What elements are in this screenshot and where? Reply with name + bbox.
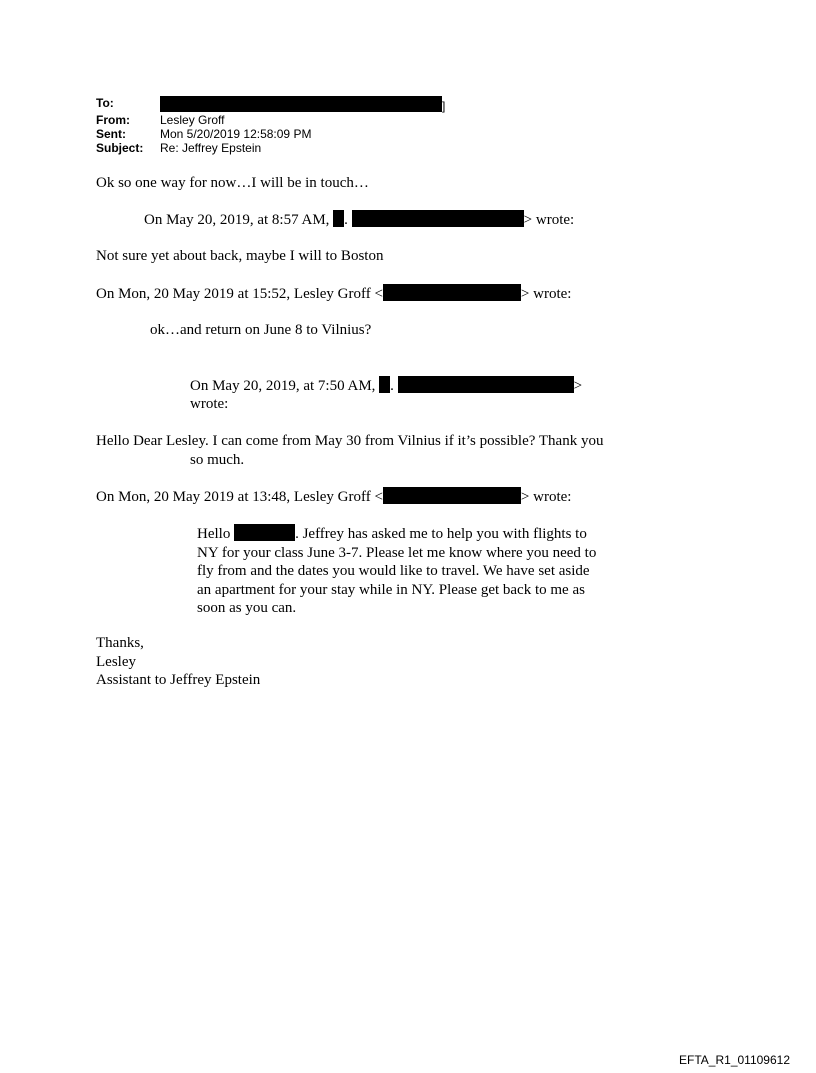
message-flights-line-2: NY for your class June 3-7. Please let me know where you need to: [197, 544, 597, 561]
quote-header-2: [96, 284, 571, 304]
quote-header-4: [96, 487, 571, 507]
sent-row: [96, 127, 445, 141]
message-flights-line-5: soon as you can.: [197, 600, 297, 616]
quote-header-4-suffix: > wrote:: [520, 489, 572, 505]
from-value: Lesley Groff: [160, 113, 225, 127]
quote-header-1-suffix: > wrote:: [523, 212, 575, 228]
message-return: ok…and return on June 8 to Vilnius?: [150, 322, 372, 338]
quote-header-4-prefix: On Mon, 20 May 2019 at 13:48, Lesley Groff <: [96, 489, 383, 505]
redaction-block: [379, 376, 390, 393]
signature-name: Lesley: [96, 653, 136, 670]
signature: [96, 634, 260, 690]
redaction-block: [234, 524, 295, 541]
message-flights-line-1-rest: . Jeffrey has asked me to help you with flights to: [295, 526, 587, 542]
sent-label: Sent:: [96, 127, 126, 141]
quote-header-1-prefix: On May 20, 2019, at 8:57 AM,: [144, 212, 330, 228]
quote-header-3-gt: >: [573, 378, 583, 394]
quote-header-2-suffix: > wrote:: [520, 286, 572, 302]
redaction-block: [398, 376, 574, 393]
message-hello-line-1: Hello Dear Lesley. I can come from May 30 from Vilnius if it’s possible? Thank you: [96, 433, 604, 449]
subject-value: Re: Jeffrey Epstein: [160, 141, 262, 155]
message-flights-hello: Hello: [197, 526, 231, 542]
subject-row: [96, 141, 445, 155]
to-label: To:: [96, 96, 114, 110]
signature-thanks: Thanks,: [96, 635, 144, 651]
redaction-block: [352, 210, 524, 227]
quote-header-1: [144, 210, 574, 230]
quote-header-1-dot: .: [344, 212, 348, 228]
message-flights: [197, 524, 596, 618]
reply-top-text: Ok so one way for now…I will be in touch…: [96, 175, 369, 191]
to-row: [96, 96, 445, 113]
quote-header-3-prefix: On May 20, 2019, at 7:50 AM,: [190, 378, 376, 394]
to-value-suffix: ]: [442, 99, 446, 113]
redaction-block: [383, 284, 521, 301]
quote-header-3-wrote: wrote:: [190, 396, 229, 412]
message-hello-line-2: so much.: [190, 452, 245, 468]
from-label: From:: [96, 113, 130, 127]
to-value: [160, 96, 445, 113]
redaction-block: [160, 96, 442, 112]
subject-label: Subject:: [96, 141, 144, 155]
quote-header-2-prefix: On Mon, 20 May 2019 at 15:52, Lesley Groff <: [96, 286, 383, 302]
quote-header-3: [190, 376, 582, 396]
message-flights-line-3: fly from and the dates you would like to travel. We have set aside: [197, 563, 590, 579]
message-flights-line-4: an apartment for your stay while in NY. Please get back to me as: [197, 581, 585, 598]
redaction-block: [383, 487, 521, 504]
sent-value: Mon 5/20/2019 12:58:09 PM: [160, 127, 312, 141]
from-row: [96, 113, 445, 127]
redaction-block: [333, 210, 344, 227]
message-flights-line-1: [197, 524, 596, 544]
message-not-sure: Not sure yet about back, maybe I will to Boston: [96, 248, 384, 264]
quote-header-3-dot: .: [390, 378, 394, 394]
email-header: [96, 96, 445, 155]
document-id: EFTA_R1_01109612: [679, 1053, 790, 1067]
signature-title: Assistant to Jeffrey Epstein: [96, 672, 261, 688]
